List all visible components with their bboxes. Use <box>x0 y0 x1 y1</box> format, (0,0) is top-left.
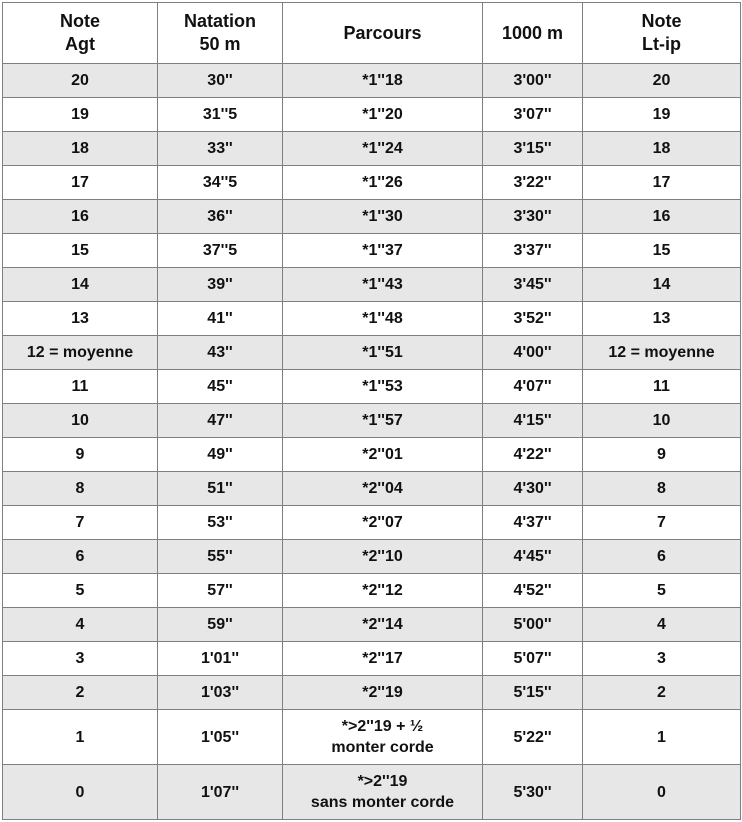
parcours-cell: *2''14 <box>283 608 483 642</box>
parcours-line1: *>2''19 + ½ <box>341 718 424 735</box>
m1000-cell: 4'52'' <box>483 574 583 608</box>
note-ltip-cell: 5 <box>583 574 741 608</box>
table-row <box>3 200 741 234</box>
note-ltip-cell: 6 <box>583 540 741 574</box>
m1000-cell: 3'07'' <box>483 98 583 132</box>
header-parcours <box>283 3 483 64</box>
note-agt-cell: 17 <box>3 166 158 200</box>
m1000-cell: 3'00'' <box>483 64 583 98</box>
natation-cell: 1'03'' <box>158 676 283 710</box>
natation-cell: 41'' <box>158 302 283 336</box>
m1000-cell: 3'22'' <box>483 166 583 200</box>
note-agt-cell: 12 = moyenne <box>3 336 158 370</box>
note-ltip-cell: 1 <box>583 710 741 765</box>
table-row <box>3 608 741 642</box>
natation-cell: 57'' <box>158 574 283 608</box>
natation-cell: 39'' <box>158 268 283 302</box>
parcours-cell: *2''01 <box>283 438 483 472</box>
header-natation-line1: Natation <box>184 11 256 31</box>
m1000-cell: 3'45'' <box>483 268 583 302</box>
note-agt-cell: 13 <box>3 302 158 336</box>
note-ltip-cell: 15 <box>583 234 741 268</box>
natation-cell: 53'' <box>158 506 283 540</box>
header-note-agt <box>3 3 158 64</box>
parcours-cell: *2''07 <box>283 506 483 540</box>
header-note-ltip-line1: Note <box>641 11 682 31</box>
table-row <box>3 574 741 608</box>
natation-cell: 43'' <box>158 336 283 370</box>
m1000-cell: 4'00'' <box>483 336 583 370</box>
table-row <box>3 404 741 438</box>
m1000-cell: 5'30'' <box>483 765 583 820</box>
natation-cell: 1'07'' <box>158 765 283 820</box>
table-row <box>3 234 741 268</box>
m1000-cell: 4'30'' <box>483 472 583 506</box>
parcours-cell: *1''53 <box>283 370 483 404</box>
parcours-cell: *2''19 <box>283 676 483 710</box>
note-ltip-cell: 14 <box>583 268 741 302</box>
m1000-cell: 4'37'' <box>483 506 583 540</box>
note-ltip-cell: 18 <box>583 132 741 166</box>
natation-cell: 49'' <box>158 438 283 472</box>
m1000-cell: 4'15'' <box>483 404 583 438</box>
natation-cell: 59'' <box>158 608 283 642</box>
note-agt-cell: 14 <box>3 268 158 302</box>
header-note-agt-line2: Agt <box>65 34 95 54</box>
note-agt-cell: 10 <box>3 404 158 438</box>
parcours-cell: *1''18 <box>283 64 483 98</box>
natation-cell: 36'' <box>158 200 283 234</box>
note-agt-cell: 6 <box>3 540 158 574</box>
note-ltip-cell: 8 <box>583 472 741 506</box>
m1000-cell: 3'30'' <box>483 200 583 234</box>
note-agt-cell: 15 <box>3 234 158 268</box>
note-ltip-cell: 11 <box>583 370 741 404</box>
note-ltip-cell: 10 <box>583 404 741 438</box>
m1000-cell: 5'07'' <box>483 642 583 676</box>
parcours-cell: *1''37 <box>283 234 483 268</box>
note-ltip-cell: 7 <box>583 506 741 540</box>
table-row <box>3 540 741 574</box>
parcours-cell <box>283 710 483 765</box>
m1000-cell: 4'45'' <box>483 540 583 574</box>
m1000-cell: 3'52'' <box>483 302 583 336</box>
header-note-ltip <box>583 3 741 64</box>
natation-cell: 30'' <box>158 64 283 98</box>
table-row <box>3 166 741 200</box>
note-agt-cell: 2 <box>3 676 158 710</box>
table-row <box>3 64 741 98</box>
parcours-cell: *1''57 <box>283 404 483 438</box>
parcours-cell: *2''12 <box>283 574 483 608</box>
note-agt-cell: 16 <box>3 200 158 234</box>
table-body <box>3 64 741 820</box>
note-ltip-cell: 3 <box>583 642 741 676</box>
parcours-cell: *1''20 <box>283 98 483 132</box>
table-row <box>3 710 741 765</box>
natation-cell: 1'01'' <box>158 642 283 676</box>
natation-cell: 47'' <box>158 404 283 438</box>
table-row <box>3 472 741 506</box>
table-row <box>3 336 741 370</box>
natation-cell: 31''5 <box>158 98 283 132</box>
parcours-cell: *1''48 <box>283 302 483 336</box>
note-ltip-cell: 13 <box>583 302 741 336</box>
note-ltip-cell: 20 <box>583 64 741 98</box>
table-row <box>3 438 741 472</box>
parcours-cell: *1''51 <box>283 336 483 370</box>
header-natation <box>158 3 283 64</box>
m1000-cell: 5'22'' <box>483 710 583 765</box>
table-row <box>3 98 741 132</box>
note-ltip-cell: 19 <box>583 98 741 132</box>
note-agt-cell: 18 <box>3 132 158 166</box>
table-row <box>3 370 741 404</box>
parcours-cell: *1''43 <box>283 268 483 302</box>
note-ltip-cell: 16 <box>583 200 741 234</box>
table-row <box>3 132 741 166</box>
parcours-line1: *>2''19 <box>357 773 408 790</box>
note-agt-cell: 20 <box>3 64 158 98</box>
note-ltip-cell: 4 <box>583 608 741 642</box>
parcours-cell: *1''24 <box>283 132 483 166</box>
parcours-cell: *2''04 <box>283 472 483 506</box>
table-row <box>3 506 741 540</box>
m1000-cell: 3'37'' <box>483 234 583 268</box>
note-agt-cell: 9 <box>3 438 158 472</box>
note-ltip-cell: 12 = moyenne <box>583 336 741 370</box>
table-row <box>3 642 741 676</box>
m1000-cell: 5'00'' <box>483 608 583 642</box>
score-table <box>2 2 741 820</box>
natation-cell: 55'' <box>158 540 283 574</box>
parcours-cell: *2''10 <box>283 540 483 574</box>
note-agt-cell: 3 <box>3 642 158 676</box>
natation-cell: 33'' <box>158 132 283 166</box>
header-natation-line2: 50 m <box>199 34 241 54</box>
header-1000m <box>483 3 583 64</box>
natation-cell: 45'' <box>158 370 283 404</box>
header-1000m-line1: 1000 m <box>501 22 564 43</box>
table-row <box>3 676 741 710</box>
note-agt-cell: 19 <box>3 98 158 132</box>
table-row <box>3 765 741 820</box>
note-agt-cell: 1 <box>3 710 158 765</box>
note-agt-cell: 0 <box>3 765 158 820</box>
parcours-line2: monter corde <box>331 739 434 756</box>
header-row <box>3 3 741 64</box>
header-note-agt-line1: Note <box>60 11 100 31</box>
table-row <box>3 268 741 302</box>
note-agt-cell: 5 <box>3 574 158 608</box>
note-agt-cell: 11 <box>3 370 158 404</box>
m1000-cell: 5'15'' <box>483 676 583 710</box>
m1000-cell: 4'07'' <box>483 370 583 404</box>
note-ltip-cell: 2 <box>583 676 741 710</box>
natation-cell: 51'' <box>158 472 283 506</box>
natation-cell: 34''5 <box>158 166 283 200</box>
parcours-cell: *1''26 <box>283 166 483 200</box>
note-agt-cell: 7 <box>3 506 158 540</box>
parcours-line2: sans monter corde <box>310 794 455 811</box>
note-ltip-cell: 17 <box>583 166 741 200</box>
natation-cell: 1'05'' <box>158 710 283 765</box>
header-parcours-line1: Parcours <box>343 22 422 43</box>
note-ltip-cell: 0 <box>583 765 741 820</box>
parcours-cell <box>283 765 483 820</box>
parcours-cell: *2''17 <box>283 642 483 676</box>
note-agt-cell: 8 <box>3 472 158 506</box>
m1000-cell: 3'15'' <box>483 132 583 166</box>
note-ltip-cell: 9 <box>583 438 741 472</box>
natation-cell: 37''5 <box>158 234 283 268</box>
table-row <box>3 302 741 336</box>
m1000-cell: 4'22'' <box>483 438 583 472</box>
parcours-cell: *1''30 <box>283 200 483 234</box>
note-agt-cell: 4 <box>3 608 158 642</box>
header-note-ltip-line2: Lt-ip <box>642 34 681 54</box>
